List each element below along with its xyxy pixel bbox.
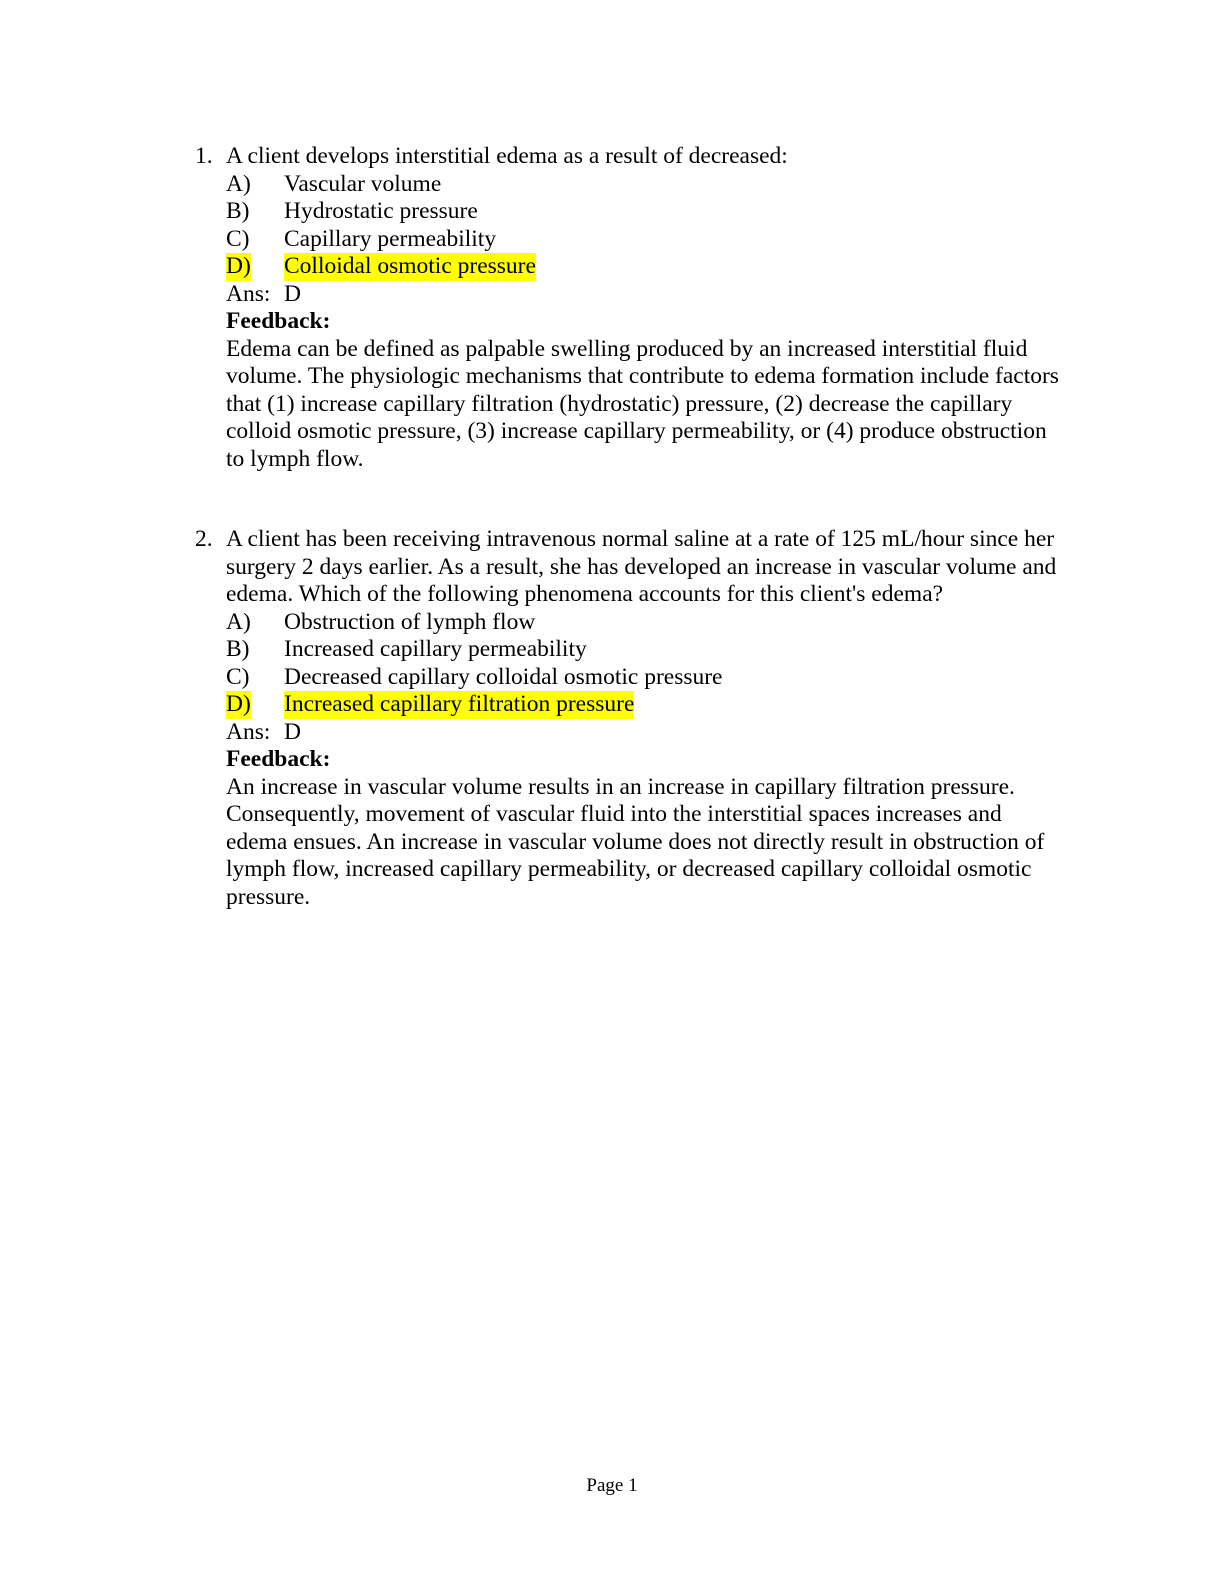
- feedback-line: An increase in vascular volume results in an increase in capillary filtration pressure.: [226, 773, 1015, 800]
- feedback-label: Feedback:: [226, 308, 331, 334]
- feedback-line: edema ensues. An increase in vascular volume does not directly result in obstruction of: [226, 828, 1045, 855]
- feedback-text: [226, 336, 1078, 474]
- option-b: [195, 198, 1075, 226]
- feedback-heading: [195, 746, 1075, 774]
- answer-value: D: [284, 280, 301, 307]
- page-number: Page 1: [586, 1475, 638, 1496]
- feedback-line: pressure.: [226, 883, 311, 910]
- feedback-line: Edema can be defined as palpable swelling produced by an increased interstitial fluid: [226, 335, 1028, 362]
- option-text-highlighted: Increased capillary filtration pressure: [284, 691, 635, 717]
- question-stem-continued: [195, 554, 1075, 582]
- option-letter: B): [226, 636, 250, 662]
- option-b: [195, 636, 1075, 664]
- question-stem-line: edema. Which of the following phenomena accounts for this client's edema?: [226, 581, 944, 607]
- option-text: Hydrostatic pressure: [284, 198, 478, 224]
- question-stem: [195, 143, 1075, 171]
- feedback-line: colloid osmotic pressure, (3) increase capillary permeability, or (4) produce obstruction: [226, 418, 1047, 444]
- option-text-highlighted: Colloidal osmotic pressure: [284, 253, 536, 279]
- question-number: 2.: [195, 526, 213, 552]
- question-stem-line: A client develops interstitial edema as a result of decreased:: [226, 143, 788, 169]
- feedback-text: [226, 774, 1078, 912]
- option-letter: A): [226, 170, 251, 197]
- question-stem-line: surgery 2 days earlier. As a result, she has developed an increase in vascular volume and: [226, 553, 1057, 580]
- option-text: Increased capillary permeability: [284, 636, 587, 662]
- option-c: [195, 226, 1075, 254]
- question-number: 1.: [195, 143, 213, 169]
- answer-label: Ans:: [226, 280, 271, 307]
- option-d-correct: [195, 253, 1075, 281]
- question-1: [195, 143, 1075, 473]
- option-letter-highlighted: D): [226, 253, 251, 279]
- feedback-line: to lymph flow.: [226, 445, 364, 472]
- feedback-label: Feedback:: [226, 746, 331, 772]
- option-letter: A): [226, 608, 251, 635]
- option-letter: B): [226, 198, 250, 224]
- answer-value: D: [284, 718, 301, 745]
- answer-label: Ans:: [226, 718, 271, 745]
- question-stem: [195, 526, 1075, 554]
- option-d-correct: [195, 691, 1075, 719]
- option-text: Decreased capillary colloidal osmotic pressure: [284, 663, 723, 690]
- option-letter: C): [226, 663, 250, 690]
- feedback-line: lymph flow, increased capillary permeability, or decreased capillary colloidal osmotic: [226, 856, 1032, 882]
- answer-line: [195, 281, 1075, 309]
- option-text: Capillary permeability: [284, 225, 497, 252]
- question-stem-line: A client has been receiving intravenous normal saline at a rate of 125 mL/hour since her: [226, 526, 1055, 552]
- option-letter: C): [226, 225, 250, 252]
- option-letter-highlighted: D): [226, 691, 251, 717]
- option-a: [195, 609, 1075, 637]
- question-stem-continued: [195, 581, 1075, 609]
- option-a: [195, 171, 1075, 199]
- feedback-line: Consequently, movement of vascular fluid into the interstitial spaces increases and: [226, 801, 1002, 827]
- option-text: Obstruction of lymph flow: [284, 608, 536, 635]
- answer-line: [195, 719, 1075, 747]
- feedback-line: volume. The physiologic mechanisms that contribute to edema formation include factors: [226, 363, 1059, 389]
- option-c: [195, 664, 1075, 692]
- option-text: Vascular volume: [284, 170, 442, 197]
- feedback-line: that (1) increase capillary filtration (hydrostatic) pressure, (2) decrease the capillary: [226, 390, 1013, 417]
- question-2: [195, 526, 1075, 911]
- feedback-heading: [195, 308, 1075, 336]
- page-footer: [0, 1474, 1224, 1498]
